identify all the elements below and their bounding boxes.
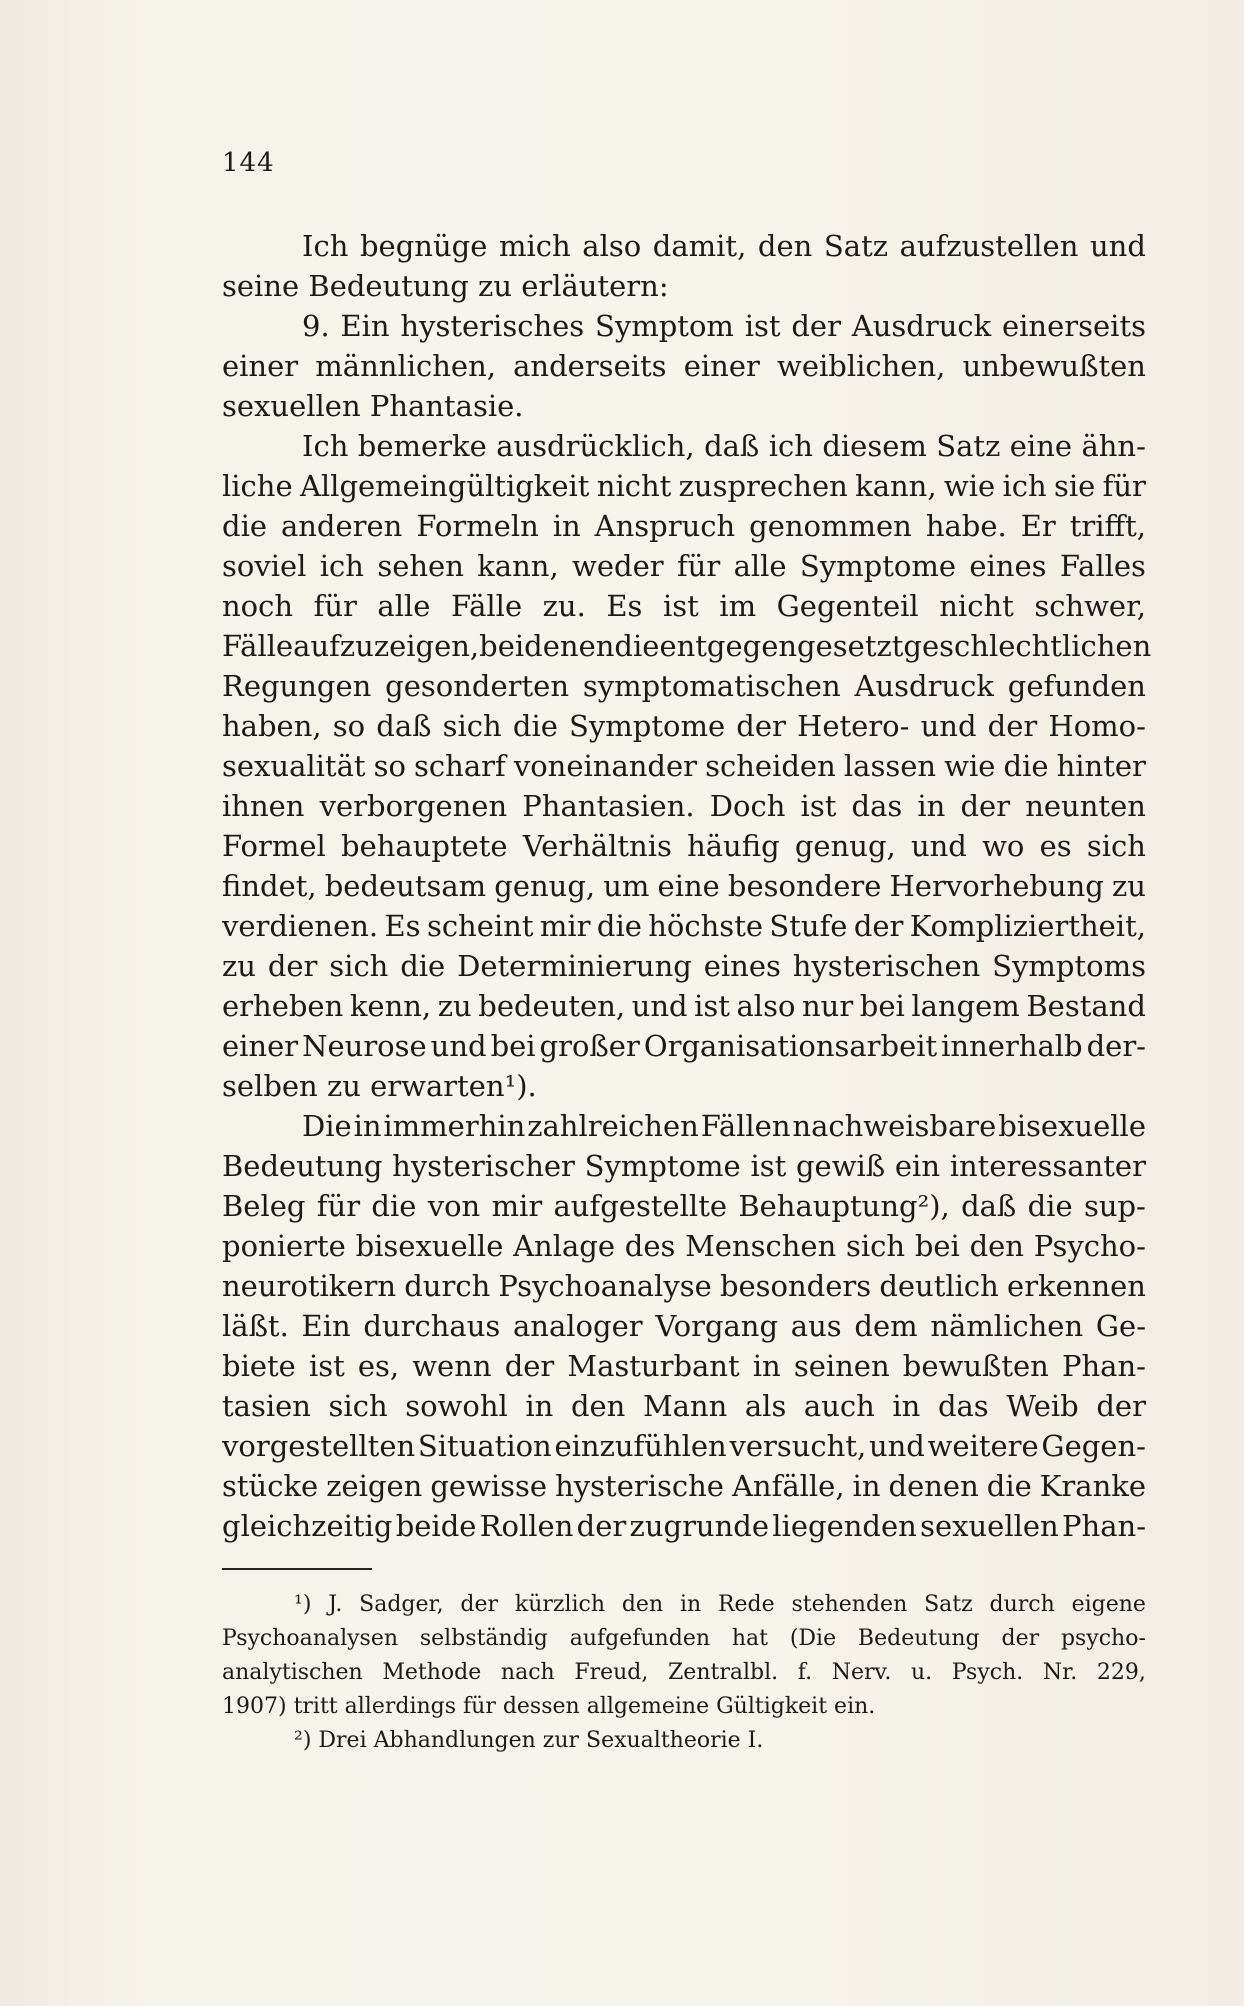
footnote-line-5: ²) Drei Abhandlungen zur Sexualtheorie I. — [294, 1728, 764, 1753]
footnotes — [222, 1588, 1146, 1758]
text-line-1: Ich begnüge mich also damit, den Satz aufzustellen und — [302, 229, 1146, 263]
text-line-2: seine Bedeutung zu erläutern: — [222, 269, 669, 303]
footnote-line-1: ¹) J. Sadger, der kürzlich den in Rede stehenden Satz durch eigene — [294, 1592, 1146, 1617]
text-line-28: läßt. Ein durchaus analoger Vorgang aus dem nämlichen Ge- — [222, 1309, 1146, 1343]
text-line-4: einer männlichen, anderseits einer weiblichen, unbewußten — [222, 349, 1146, 383]
text-line-11: Fälle aufzuzeigen, bei denen die entgegengesetzt geschlechtlichen — [222, 629, 1152, 663]
footnote-line-4: 1907) tritt allerdings für dessen allgemeine Gültigkeit ein. — [222, 1694, 876, 1719]
text-line-9: soviel ich sehen kann, weder für alle Symptome eines Falles — [222, 549, 1146, 583]
text-line-13: haben, so daß sich die Symptome der Hetero- und der Homo- — [222, 709, 1146, 743]
text-line-18: verdienen. Es scheint mir die höchste Stufe der Kompliziertheit, — [222, 909, 1146, 943]
text-line-22: selben zu erwarten¹). — [222, 1069, 537, 1103]
text-line-14: sexualität so scharf voneinander scheiden lassen wie die hinter — [222, 749, 1146, 783]
text-line-25: Beleg für die von mir aufgestellte Behauptung²), daß die sup- — [222, 1189, 1146, 1223]
text-line-5: sexuellen Phantasie. — [222, 389, 524, 423]
text-line-31: vorgestellten Situation einzufühlen versucht, und weitere Gegen- — [222, 1429, 1146, 1463]
text-line-21: einer Neurose und bei großer Organisationsarbeit innerhalb der- — [222, 1029, 1146, 1063]
text-line-30: tasien sich sowohl in den Mann als auch in das Weib der — [222, 1389, 1146, 1423]
text-line-32: stücke zeigen gewisse hysterische Anfälle, in denen die Kranke — [222, 1469, 1146, 1503]
text-line-20: erheben kenn, zu bedeuten, und ist also nur bei langem Bestand — [222, 989, 1146, 1023]
text-line-19: zu der sich die Determinierung eines hysterischen Symptoms — [222, 949, 1146, 983]
text-line-33: gleichzeitig beide Rollen der zugrunde liegenden sexuellen Phan- — [222, 1509, 1146, 1543]
page-number: 144 — [222, 148, 275, 178]
text-line-23: Die in immerhin zahlreichen Fällen nachweisbare bisexuelle — [302, 1109, 1146, 1143]
text-line-15: ihnen verborgenen Phantasien. Doch ist das in der neunten — [222, 789, 1146, 823]
text-line-3: 9. Ein hysterisches Symptom ist der Ausdruck einerseits — [302, 309, 1146, 343]
text-line-27: neurotikern durch Psychoanalyse besonders deutlich erkennen — [222, 1269, 1146, 1303]
footnote-divider — [222, 1568, 372, 1570]
text-line-29: biete ist es, wenn der Masturbant in seinen bewußten Phan- — [222, 1349, 1146, 1383]
footnote-line-3: analytischen Methode nach Freud, Zentralbl. f. Nerv. u. Psych. Nr. 229, — [222, 1660, 1146, 1685]
text-line-26: ponierte bisexuelle Anlage des Menschen sich bei den Psycho- — [222, 1229, 1146, 1263]
text-line-12: Regungen gesonderten symptomatischen Ausdruck gefunden — [222, 669, 1146, 703]
text-line-16: Formel behauptete Verhältnis häufig genug, und wo es sich — [222, 829, 1146, 863]
main-text — [222, 226, 1152, 1546]
text-line-24: Bedeutung hysterischer Symptome ist gewiß ein interessanter — [222, 1149, 1146, 1183]
text-line-6: Ich bemerke ausdrücklich, daß ich diesem Satz eine ähn- — [302, 429, 1146, 463]
text-line-8: die anderen Formeln in Anspruch genommen habe. Er trifft, — [222, 509, 1146, 543]
text-line-7: liche Allgemeingültigkeit nicht zusprechen kann, wie ich sie für — [222, 469, 1146, 503]
footnote-line-2: Psychoanalysen selbständig aufgefunden hat (Die Bedeutung der psycho- — [222, 1626, 1146, 1651]
text-line-17: findet, bedeutsam genug, um eine besondere Hervorhebung zu — [222, 869, 1146, 903]
text-line-10: noch für alle Fälle zu. Es ist im Gegenteil nicht schwer, — [222, 589, 1146, 623]
